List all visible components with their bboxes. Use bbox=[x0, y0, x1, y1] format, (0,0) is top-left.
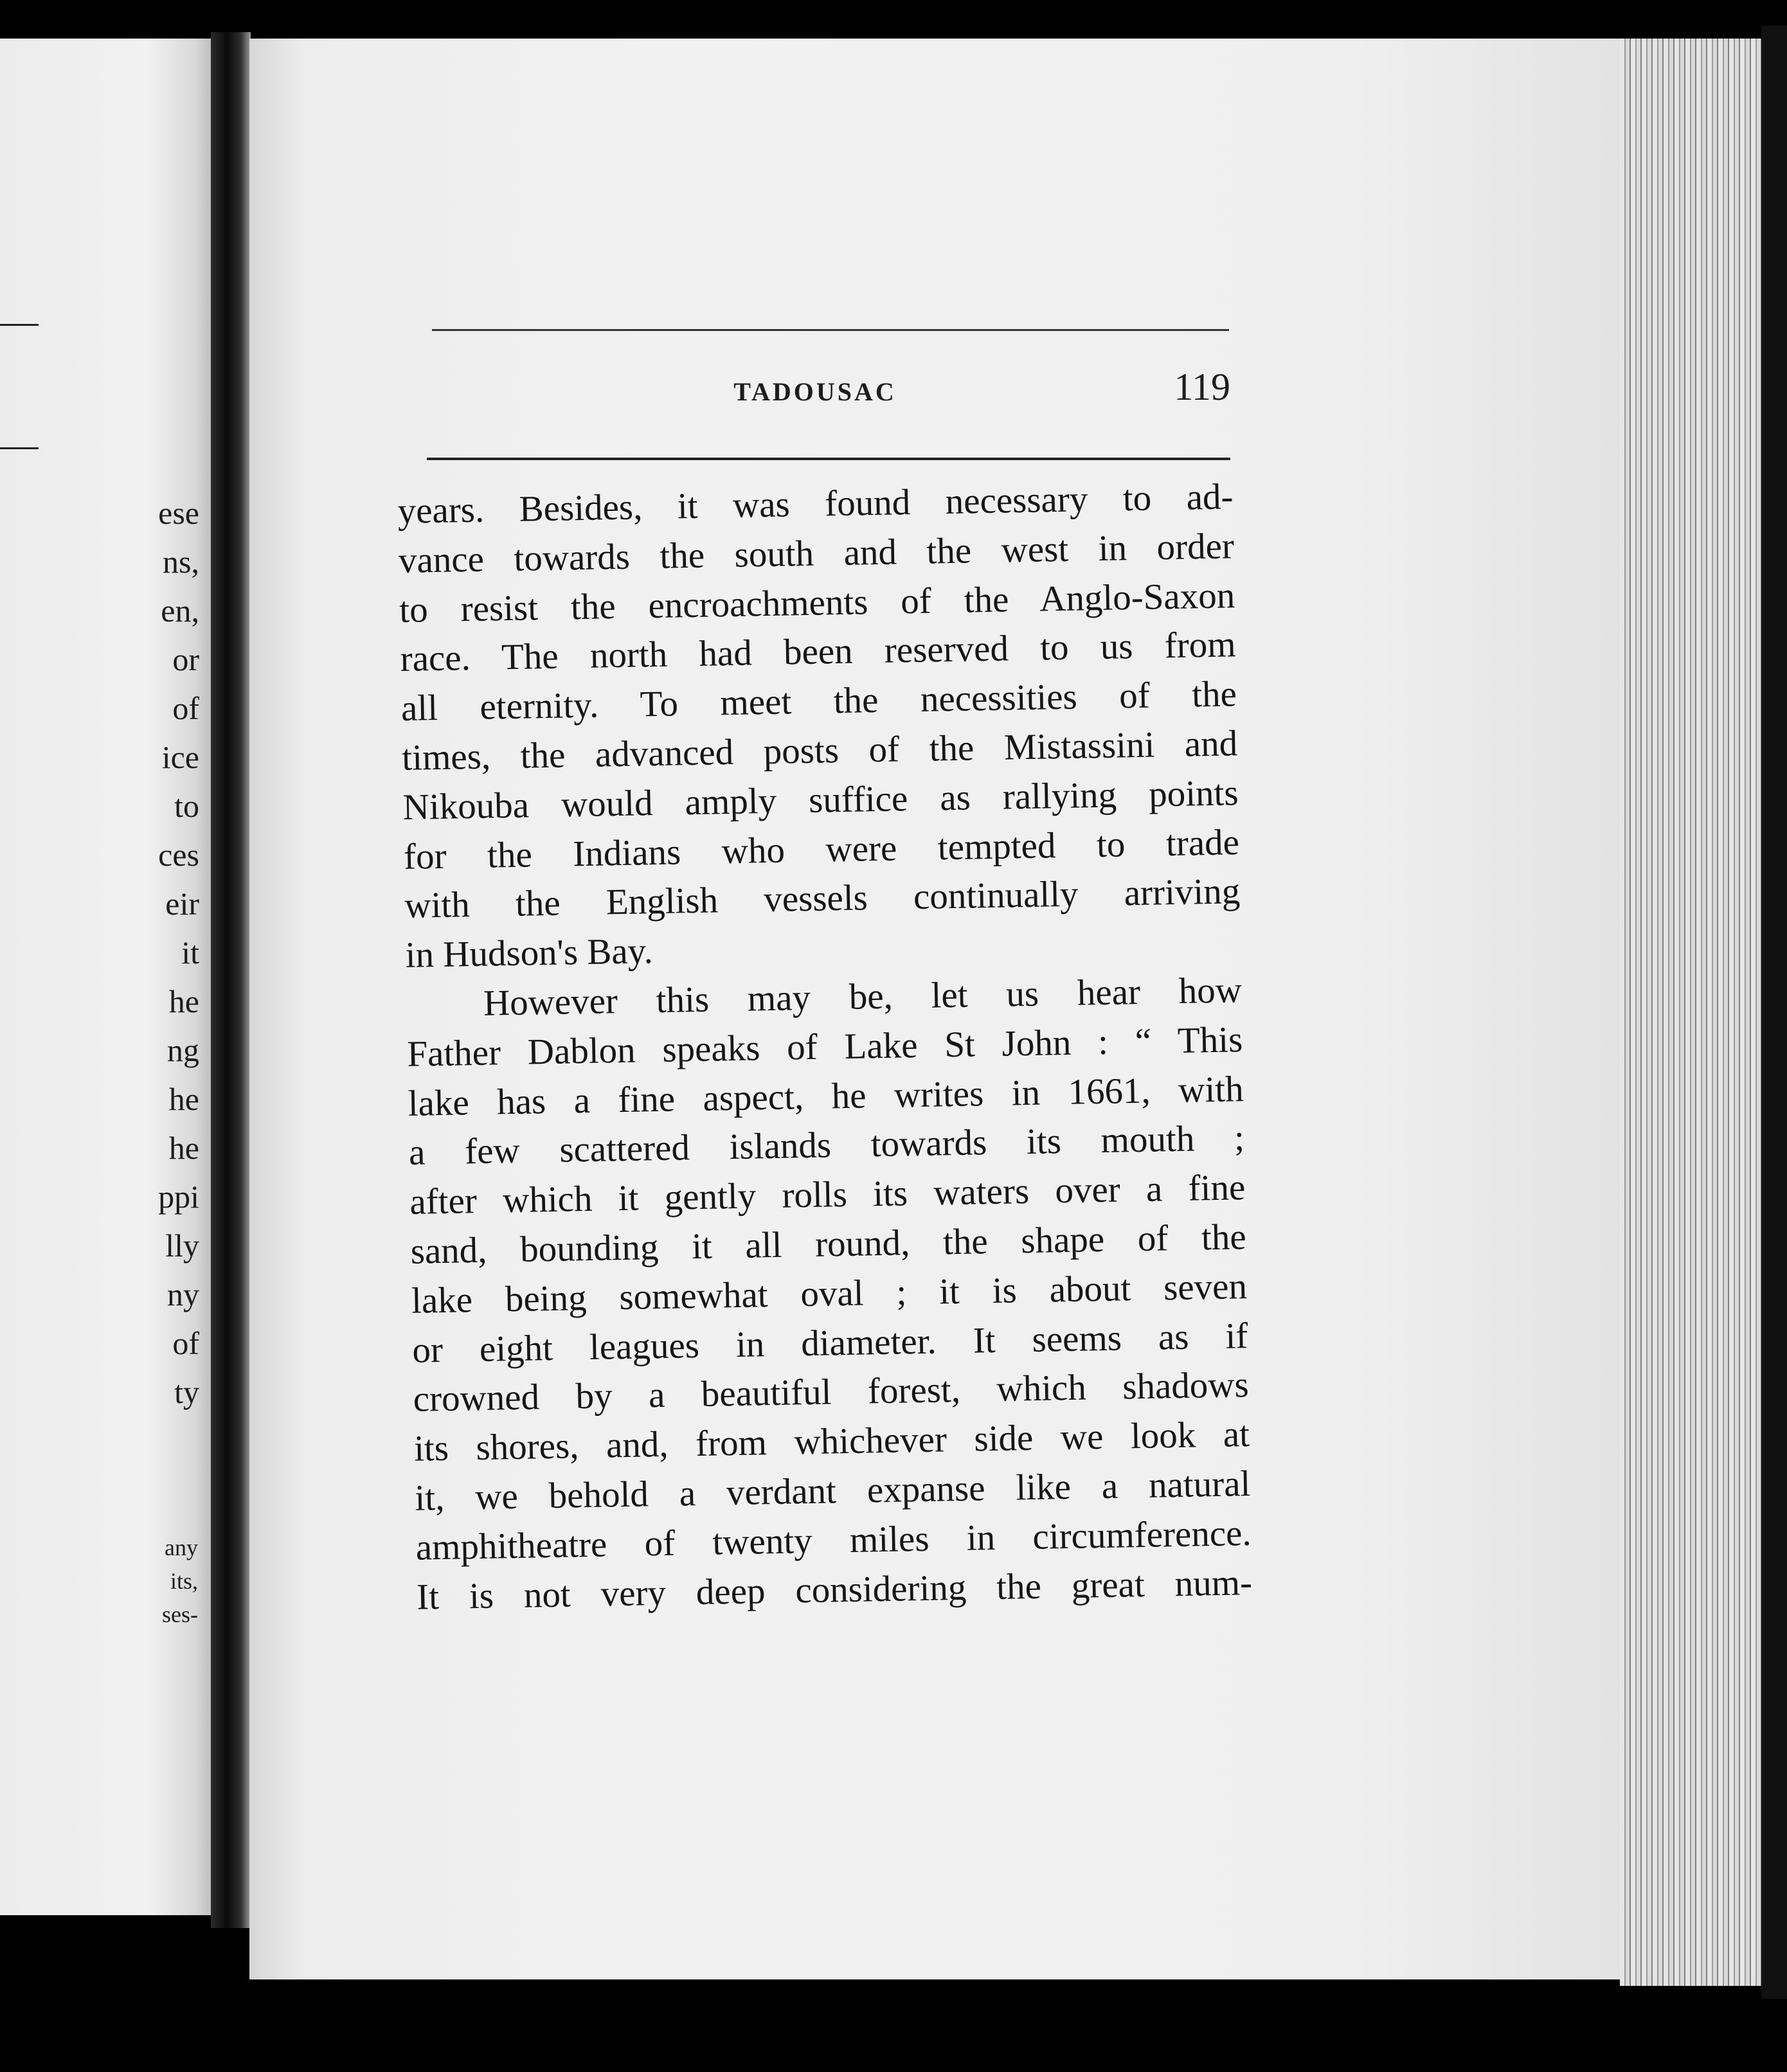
text-line: to resist the encroachments of the Anglo-Saxon bbox=[399, 575, 1235, 630]
text-line: Nikouba would amply suffice as rallying points bbox=[402, 773, 1239, 828]
left-line-fragment: of bbox=[172, 690, 199, 726]
text-line: sand, bounding it all round, the shape of the bbox=[410, 1217, 1247, 1272]
page-edge-shadow bbox=[1761, 26, 1787, 1999]
text-line: after which it gently rolls its waters over a fine bbox=[409, 1167, 1246, 1222]
text-line: with the English vessels continually arriving bbox=[404, 871, 1241, 927]
left-note-fragment: its, bbox=[170, 1568, 198, 1594]
text-line: vance towards the south and the west in order bbox=[398, 526, 1235, 581]
left-line-fragment: ty bbox=[174, 1374, 199, 1410]
left-line-fragment: it bbox=[181, 934, 199, 970]
text-line: It is not very deep considering the great num- bbox=[416, 1562, 1253, 1618]
left-note-fragment: ses- bbox=[162, 1602, 198, 1627]
text-line: However this may be, let us hear how bbox=[483, 970, 1243, 1024]
left-line-fragment: ice bbox=[161, 739, 199, 775]
left-page bbox=[0, 39, 212, 1915]
left-line-fragment: ese bbox=[158, 495, 199, 531]
left-line-fragment: or bbox=[172, 641, 199, 677]
header-rule-bottom bbox=[427, 458, 1230, 460]
left-line-fragment: he bbox=[168, 1130, 199, 1166]
left-line-fragment: lly bbox=[165, 1228, 199, 1264]
text-line: lake being somewhat oval ; it is about seven bbox=[411, 1265, 1248, 1321]
running-head: TADOUSAC bbox=[733, 377, 897, 406]
body-text bbox=[397, 472, 1253, 1622]
text-line: times, the advanced posts of the Mistassini and bbox=[401, 723, 1238, 778]
text-line: crowned by a beautiful forest, which shadows bbox=[413, 1364, 1250, 1420]
text-line: or eight leagues in diameter. It seems as if bbox=[411, 1315, 1248, 1371]
left-line-fragment: of bbox=[172, 1325, 199, 1361]
text-line: all eternity. To meet the necessities of the bbox=[400, 674, 1237, 729]
header-rule-top bbox=[432, 329, 1229, 331]
text-line: in Hudson's Bay. bbox=[405, 931, 654, 976]
left-line-fragment: ny bbox=[167, 1276, 199, 1312]
left-line-fragment: ppi bbox=[158, 1179, 199, 1215]
text-line: race. The north had been reserved to us from bbox=[400, 624, 1237, 680]
left-page-footnotes bbox=[162, 1531, 198, 1631]
text-line: lake has a fine aspect, he writes in 1661, with bbox=[408, 1068, 1244, 1124]
left-page-text bbox=[158, 488, 199, 1416]
text-line: it, we behold a verdant expanse like a natural bbox=[414, 1463, 1251, 1519]
text-line: amphitheatre of twenty miles in circumference. bbox=[415, 1512, 1252, 1568]
left-note-fragment: any bbox=[165, 1535, 198, 1560]
text-line: for the Indians who were tempted to trade bbox=[403, 821, 1240, 877]
left-line-fragment: ns, bbox=[163, 544, 199, 580]
left-line-fragment: eir bbox=[165, 886, 199, 922]
text-line: years. Besides, it was found necessary to ad- bbox=[397, 476, 1234, 531]
text-line: its shores, and, from whichever side we look at bbox=[413, 1414, 1250, 1469]
left-line-fragment: he bbox=[168, 1081, 199, 1117]
page-number: 119 bbox=[1174, 366, 1230, 408]
left-line-fragment: ces bbox=[158, 837, 199, 873]
left-line-fragment: ng bbox=[167, 1032, 199, 1068]
text-line: Father Dablon speaks of Lake St John : “ This bbox=[406, 1019, 1243, 1075]
text-line: a few scattered islands towards its mouth ; bbox=[408, 1118, 1245, 1174]
left-line-fragment: en, bbox=[161, 593, 199, 629]
left-header-rule-bottom bbox=[0, 447, 39, 449]
page-edges bbox=[1620, 39, 1761, 1986]
left-line-fragment: he bbox=[168, 983, 199, 1019]
book-gutter bbox=[211, 32, 251, 1928]
left-line-fragment: to bbox=[174, 788, 199, 824]
left-header-rule-top bbox=[0, 324, 39, 326]
